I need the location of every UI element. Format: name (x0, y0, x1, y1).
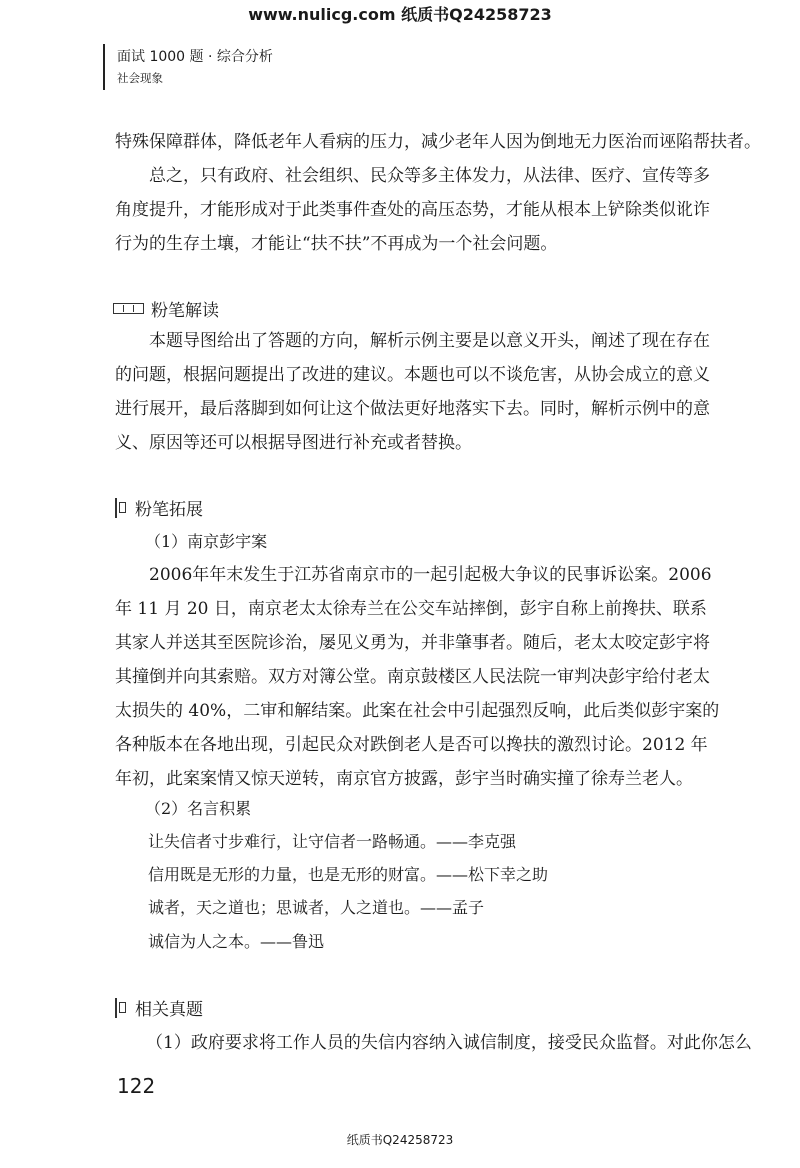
pengyu-paragraph: 2006年年末发生于江苏省南京市的一起引起极大争议的民事诉讼案。2006 年 11 月 20 日，南京老太太徐寿兰在公交车站摔倒，彭宇自称上前搀扶、联系其家人并送其至医院诊治，屡见义勇为，并非肇事者。随后，老太太咬定彭宇将其撞倒并向其索赔。双方对簿公堂。南京鼓楼区人民法院一审判决彭宇给付老太太损失的 40%，二审和解结案。此案在社会中引起强烈反响，此后类似彭宇案的各种版本在各地出现，引起民众对跌倒老人是否可以搀扶的激烈讨论。2012 年年初，此案案情又惊天逆转，南京官方披露，彭宇当时确实撞了徐寿兰老人。 (115, 565, 720, 789)
section-title-interpret: 粉笔解读 (151, 301, 219, 321)
section-title-related: 相关真题 (135, 1000, 203, 1020)
section-heading-interpret (113, 296, 219, 321)
top-banner: www.nulicg.com 纸质书Q24258723 (248, 5, 552, 24)
item-title-pengyu: （1）南京彭宇案 (145, 532, 268, 551)
section-title-extend: 粉笔拓展 (135, 500, 203, 520)
related-question-line: （1）政府要求将工作人员的失信内容纳入诚信制度，接受民众监督。对此你怎么 (146, 1033, 752, 1053)
conclusion-paragraph: 总之，只有政府、社会组织、民众等多主体发力，从法律、医疗、宣传等多角度提升，才能形成对于此类事件查处的高压态势，才能从根本上铲除类似讹诈行为的生存土壤，才能让“扶不扶”不再成为一个社会问题。 (115, 166, 710, 254)
bracket-icon (113, 498, 127, 518)
interpret-paragraph: 本题导图给出了答题的方向，解析示例主要是以意义开头，阐述了现在存在的问题，根据问题提出了改进的建议。本题也可以不谈危害，从协会成立的意义进行展开，最后落脚到如何让这个做法更好地落实下去。同时，解析示例中的意义、原因等还可以根据导图进行补充或者替换。 (115, 331, 710, 453)
quote-item: 让失信者寸步难行，让守信者一路畅通。——李克强 (148, 832, 517, 851)
quote-item: 信用既是无形的力量，也是无形的财富。——松下幸之助 (148, 865, 549, 884)
quote-item: 诚者，天之道也；思诚者，人之道也。——孟子 (148, 898, 485, 917)
section-heading-related (113, 995, 203, 1020)
section-heading-extend (113, 495, 203, 520)
section-name: 社会现象 (117, 71, 163, 85)
bracket-icon (113, 998, 127, 1018)
header-divider (103, 44, 105, 90)
intro-line: 特殊保障群体，降低老年人看病的压力，减少老年人因为倒地无力医治而诬陷帮扶者。 (115, 132, 761, 152)
book-title: 面试 1000 题 · 综合分析 (117, 49, 273, 65)
footer-text: 纸质书Q24258723 (346, 1133, 454, 1147)
item-title-quotes: （2）名言积累 (145, 799, 252, 818)
book-icon (113, 303, 144, 314)
quote-item: 诚信为人之本。——鲁迅 (148, 932, 325, 951)
page-number: 122 (117, 1074, 156, 1098)
